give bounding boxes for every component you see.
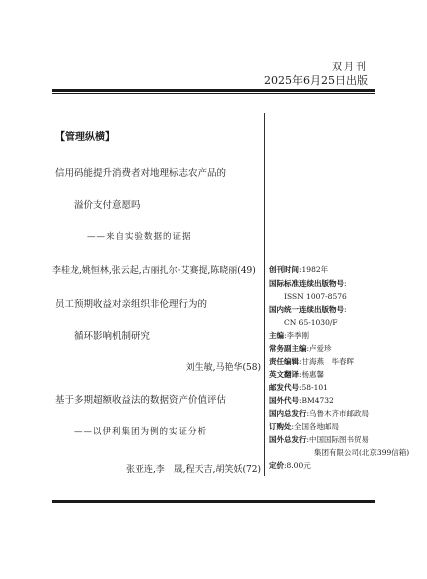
- top-rule-thick: [52, 89, 375, 92]
- article-subtitle: ——以伊利集团为例的实证分析: [74, 427, 208, 437]
- pub-resp-editor-value: 甘海燕 毕春晖: [301, 357, 355, 366]
- pub-domestic-dist-value: 乌鲁木齐市邮政局: [309, 409, 370, 418]
- pub-founded: 创刊时间:1982年: [269, 265, 329, 274]
- article-title-cont: 循环影响机制研究: [74, 331, 151, 342]
- pub-editor-label: 主编: [269, 331, 284, 340]
- issue-frequency: 双月刊: [332, 62, 368, 73]
- pub-issn-label: 国际标准连续出版物号:: [269, 279, 347, 288]
- pub-foreign-dist: 国外总发行:中国国际图书贸易: [269, 435, 370, 444]
- pub-postal-value: 58-101: [301, 383, 328, 392]
- pub-postal: 邮发代号:58-101: [269, 383, 328, 392]
- pub-founded-value: 1982年: [301, 265, 329, 274]
- top-rule-thin: [52, 93, 375, 94]
- pub-deputy-label: 常务副主编: [269, 344, 307, 353]
- issue-date: 2025年6月25日出版: [264, 74, 368, 87]
- pub-order-value: 全国各地邮局: [294, 422, 340, 431]
- pub-order-label: 订购处: [269, 422, 292, 431]
- article-title: 基于多期超额收益法的数据资产价值评估: [55, 395, 227, 406]
- pub-postal-label: 邮发代号: [269, 383, 299, 392]
- pub-founded-label: 创刊时间: [269, 265, 299, 274]
- pub-foreign-code: 国外代号:BM4732: [269, 396, 334, 405]
- article-title: 信用码能提升消费者对地理标志农产品的: [55, 168, 227, 179]
- pub-cn-label: 国内统一连续出版物号:: [269, 305, 347, 314]
- pub-cn-label-text: 国内统一连续出版物号: [269, 305, 344, 314]
- pub-translator-value: 杨惠馨: [301, 370, 325, 379]
- article-authors: 李桂龙,姚恒林,张云起,古丽扎尔·艾赛提,陈晓丽(49): [52, 266, 256, 276]
- pub-foreign-dist-value: 中国国际图书贸易: [309, 435, 370, 444]
- pub-domestic-dist-label: 国内总发行: [269, 409, 307, 418]
- pub-foreign-dist-label: 国外总发行: [269, 435, 307, 444]
- pub-cn-value: CN 65-1030/F: [284, 318, 338, 327]
- pub-foreign-code-label: 国外代号: [269, 396, 299, 405]
- pub-translator-label: 英文翻译: [269, 370, 299, 379]
- bottom-rule-thick: [52, 500, 375, 503]
- pub-editor-value: 李季刚: [286, 331, 310, 340]
- pub-editor: 主编:李季刚: [269, 331, 310, 340]
- column-divider: [264, 113, 265, 476]
- pub-price: 定价:8.00元: [269, 461, 311, 470]
- article-title-cont: 溢价支付意愿吗: [74, 200, 141, 211]
- pub-price-value: 8.00元: [286, 461, 311, 470]
- pub-price-label: 定价: [269, 461, 284, 470]
- pub-foreign-dist-cont: 集团有限公司(北京399信箱): [314, 448, 410, 457]
- pub-issn-value: ISSN 1007-8576: [284, 292, 347, 301]
- pub-foreign-code-value: BM4732: [301, 396, 334, 405]
- article-authors: 刘生敏,马艳华(58): [185, 363, 261, 373]
- section-heading: 【管理纵横】: [55, 132, 115, 143]
- pub-translator: 英文翻译:杨惠馨: [269, 370, 325, 379]
- article-subtitle: ——来自实验数据的证据: [87, 232, 192, 242]
- pub-resp-editor-label: 责任编辑: [269, 357, 299, 366]
- pub-order: 订购处:全国各地邮局: [269, 422, 340, 431]
- pub-issn-label-text: 国际标准连续出版物号: [269, 279, 344, 288]
- pub-domestic-dist: 国内总发行:乌鲁木齐市邮政局: [269, 409, 370, 418]
- article-title: 员工预期收益对亲组织非伦理行为的: [55, 299, 208, 310]
- pub-resp-editor: 责任编辑:甘海燕 毕春晖: [269, 357, 355, 366]
- article-authors: 张亚连,李 晟,程天吉,胡笑妖(72): [125, 465, 261, 475]
- pub-deputy-value: 卢爱珍: [309, 344, 332, 353]
- pub-deputy: 常务副主编:卢爱珍: [269, 344, 332, 353]
